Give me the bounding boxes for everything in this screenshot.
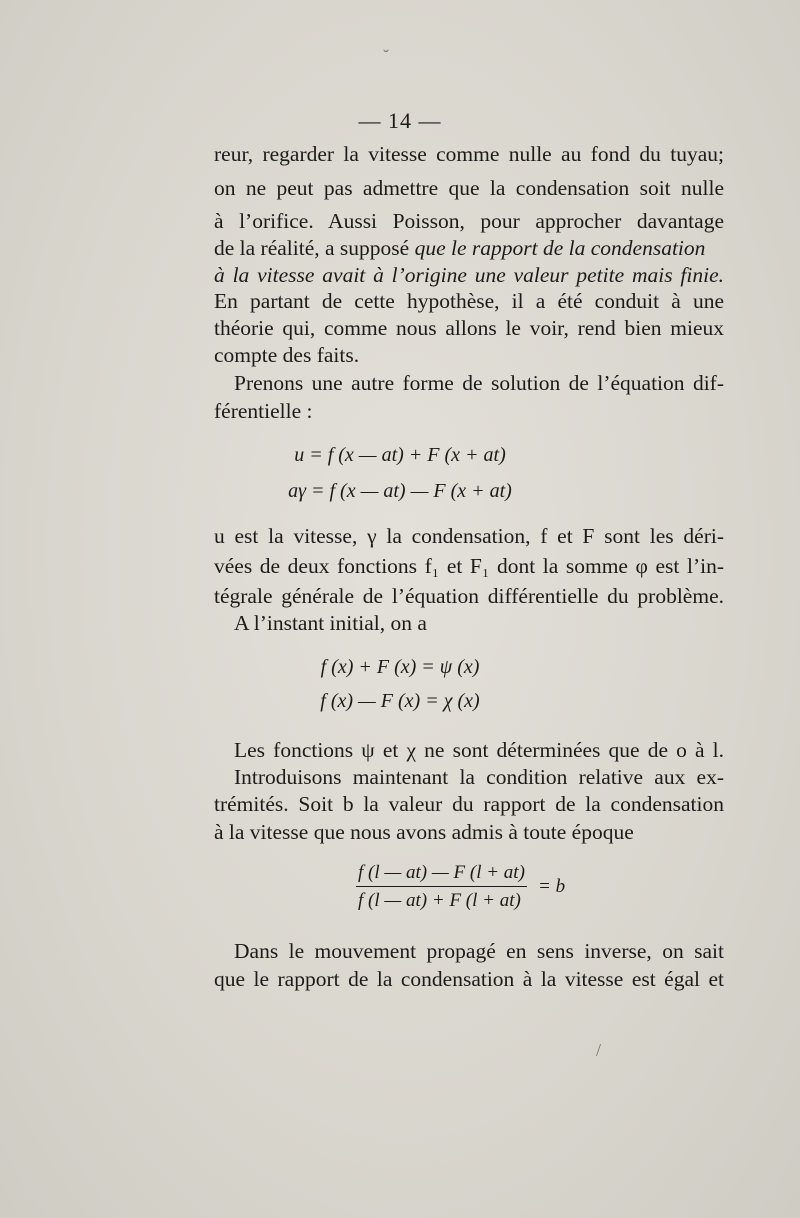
equation-velocity: u = f (x — at) + F (x + at) [294, 444, 506, 466]
text-line: vées de deux fonctions f₁ et F₁ dont la somme φ est l’in- [214, 554, 724, 578]
page-number: — 14 — [358, 108, 442, 133]
text-line-italic: à la vitesse avait à l’origine une valeur petite mais finie. [214, 263, 724, 287]
text-line: u est la vitesse, γ la condensation, f et F sont les déri- [214, 524, 724, 548]
fraction-equals-b: = b [538, 876, 566, 897]
equation-boundary-ratio [356, 862, 527, 912]
equation-initial-difference: f (x) — F (x) = χ (x) [320, 690, 480, 712]
text-line: A l’instant initial, on a [234, 611, 427, 635]
text-line: tégrale générale de l’équation différentielle du problème. [214, 584, 724, 608]
text-line: Introduisons maintenant la condition relative aux ex- [234, 765, 724, 789]
text-span: de la réalité, a supposé [214, 236, 410, 260]
equation-initial-sum: f (x) + F (x) = ψ (x) [320, 656, 480, 678]
text-line: trémités. Soit b la valeur du rapport de la condensation [214, 792, 724, 816]
text-line: que le rapport de la condensation à la vitesse est égal et [214, 967, 724, 991]
italic-span: que le rapport de la condensation [414, 236, 706, 260]
text-line: à la vitesse que nous avons admis à toute époque [214, 820, 634, 844]
paper-speck: ˘ [383, 46, 389, 66]
text-line: on ne peut pas admettre que la condensation soit nulle [214, 176, 724, 200]
text-line: théorie qui, comme nous allons le voir, rend bien mieux [214, 316, 724, 340]
equation-condensation: aγ = f (x — at) — F (x + at) [288, 480, 512, 502]
fraction-denominator: f (l — at) + F (l + at) [358, 890, 521, 911]
text-line: Dans le mouvement propagé en sens inverse, on sait [234, 939, 724, 963]
text-line: En partant de cette hypothèse, il a été conduit à une [214, 289, 724, 313]
text-line: férentielle : [214, 399, 313, 423]
fraction-numerator: f (l — at) — F (l + at) [356, 862, 527, 887]
text-line: reur, regarder la vitesse comme nulle au fond du tuyau; [214, 142, 724, 166]
text-line: compte des faits. [214, 343, 360, 367]
paper-speck: / [596, 1040, 602, 1060]
text-line: Prenons une autre forme de solution de l’équation dif- [234, 371, 724, 395]
text-line: à l’orifice. Aussi Poisson, pour approcher davantage [214, 209, 724, 233]
text-line: Les fonctions ψ et χ ne sont déterminées que de o à l. [234, 738, 724, 762]
